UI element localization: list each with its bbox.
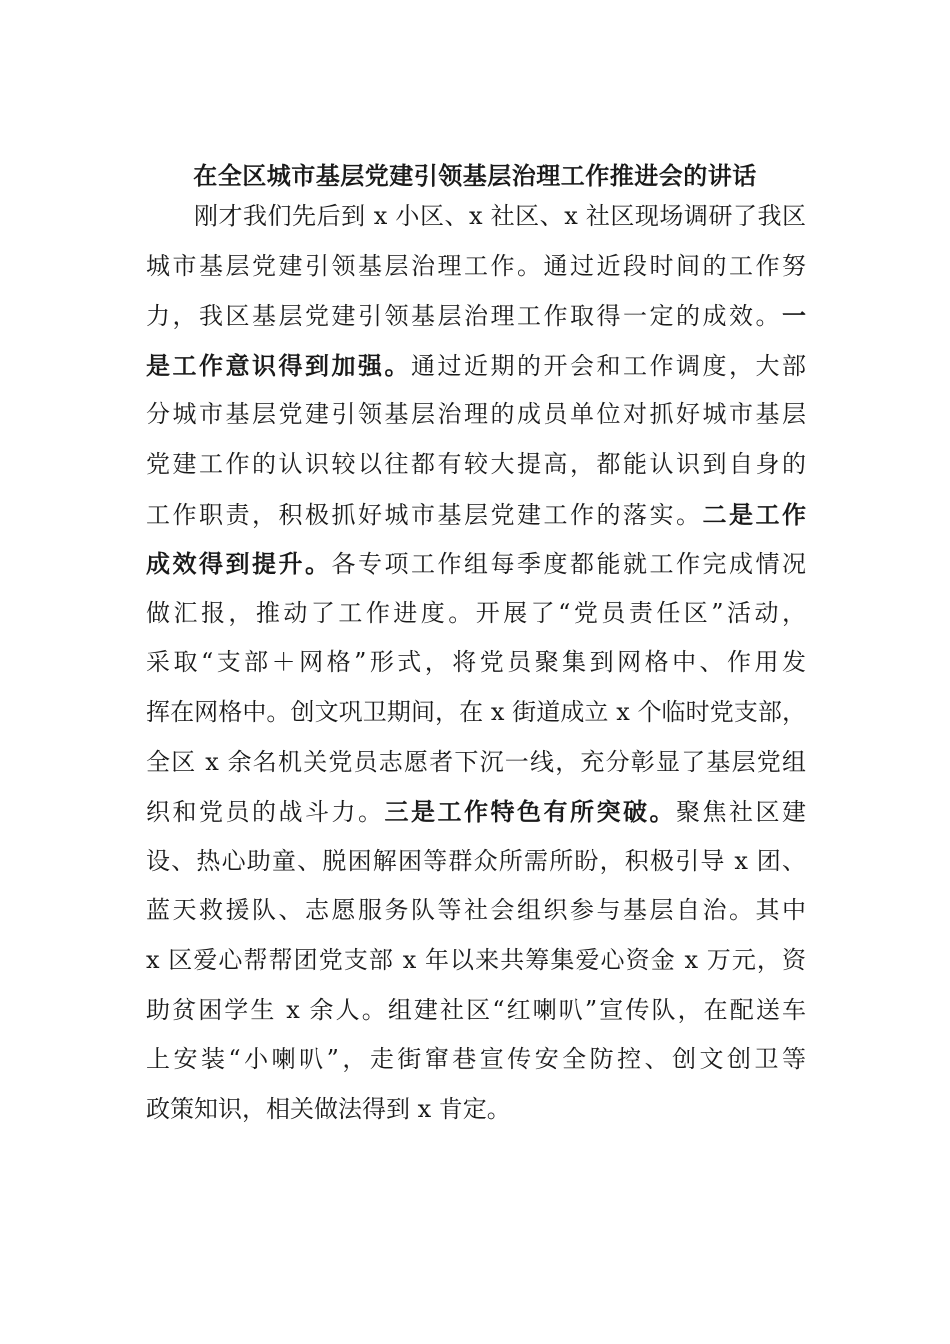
paragraph-line <box>146 490 806 540</box>
text-segment: 党建工作的认识较以往都有较大提高，都能认识到自身的 <box>146 449 806 478</box>
bold-text-segment: 二是工作 <box>702 499 806 529</box>
text-segment: x 区爱心帮帮团党支部 x 年以来共筹集爱心资金 x 万元，资 <box>146 945 806 974</box>
paragraph-line <box>146 1085 806 1135</box>
bold-text-segment: 一 <box>782 301 806 331</box>
paragraph-line <box>146 688 806 738</box>
paragraph-line <box>146 1035 806 1085</box>
text-segment: 设、热心助童、脱困解困等群众所需所盼，积极引导 x 团、 <box>146 846 806 875</box>
paragraph-line <box>146 787 806 837</box>
paragraph-line <box>146 390 806 440</box>
paragraph-line <box>146 738 806 788</box>
text-segment: 各专项工作组每季度都能就工作完成情况 <box>331 550 806 579</box>
text-segment: 聚焦社区建 <box>676 798 806 827</box>
paragraph-line <box>146 638 806 688</box>
text-segment: 蓝天救援队、志愿服务队等社会组织参与基层自治。其中 <box>146 896 806 925</box>
paragraph-line <box>146 539 806 589</box>
text-segment: 挥在网格中。创文巩卫期间，在 x 街道成立 x 个临时党支部， <box>146 697 806 726</box>
text-segment: 做汇报，推动了工作进度。开展了“党员责任区”活动， <box>146 598 806 627</box>
paragraph-line <box>146 837 806 887</box>
paragraph-line <box>146 440 806 490</box>
text-segment: 织和党员的战斗力。 <box>146 798 385 827</box>
text-segment: 政策知识，相关做法得到 x 肯定。 <box>146 1094 511 1123</box>
bold-text-segment: 是工作意识得到加强。 <box>146 350 411 380</box>
text-segment: 工作职责，积极抓好城市基层党建工作的落实。 <box>146 500 703 529</box>
text-segment: 助贫困学生 x 余人。组建社区“红喇叭”宣传队，在配送车 <box>146 995 806 1024</box>
text-segment: 城市基层党建引领基层治理工作。通过近段时间的工作努 <box>146 251 806 280</box>
text-segment: 上安装“小喇叭”，走街窜巷宣传安全防控、创文创卫等 <box>146 1045 806 1074</box>
paragraph-line <box>146 589 806 639</box>
paragraph-line <box>146 341 806 391</box>
paragraph-line <box>146 192 806 242</box>
text-segment: 力，我区基层党建引领基层治理工作取得一定的成效。 <box>146 302 782 331</box>
paragraph-line <box>146 242 806 292</box>
bold-text-segment: 成效得到提升。 <box>146 549 332 579</box>
text-segment: 刚才我们先后到 x 小区、x 社区、x 社区现场调研了我区 <box>194 202 806 230</box>
document-body <box>146 192 806 1134</box>
paragraph-line <box>146 936 806 986</box>
document-title: 在全区城市基层党建引领基层治理工作推进会的讲话 <box>193 161 757 190</box>
text-segment: 采取“支部＋网格”形式，将党员聚集到网格中、作用发 <box>146 648 806 677</box>
text-segment: 全区 x 余名机关党员志愿者下沉一线，充分彰显了基层党组 <box>146 747 806 776</box>
paragraph-line <box>146 291 806 341</box>
text-segment: 通过近期的开会和工作调度，大部 <box>411 351 806 380</box>
paragraph-line <box>146 986 806 1036</box>
bold-text-segment: 三是工作特色有所突破。 <box>384 797 676 827</box>
text-segment: 分城市基层党建引领基层治理的成员单位对抓好城市基层 <box>146 400 806 429</box>
paragraph-line <box>146 886 806 936</box>
